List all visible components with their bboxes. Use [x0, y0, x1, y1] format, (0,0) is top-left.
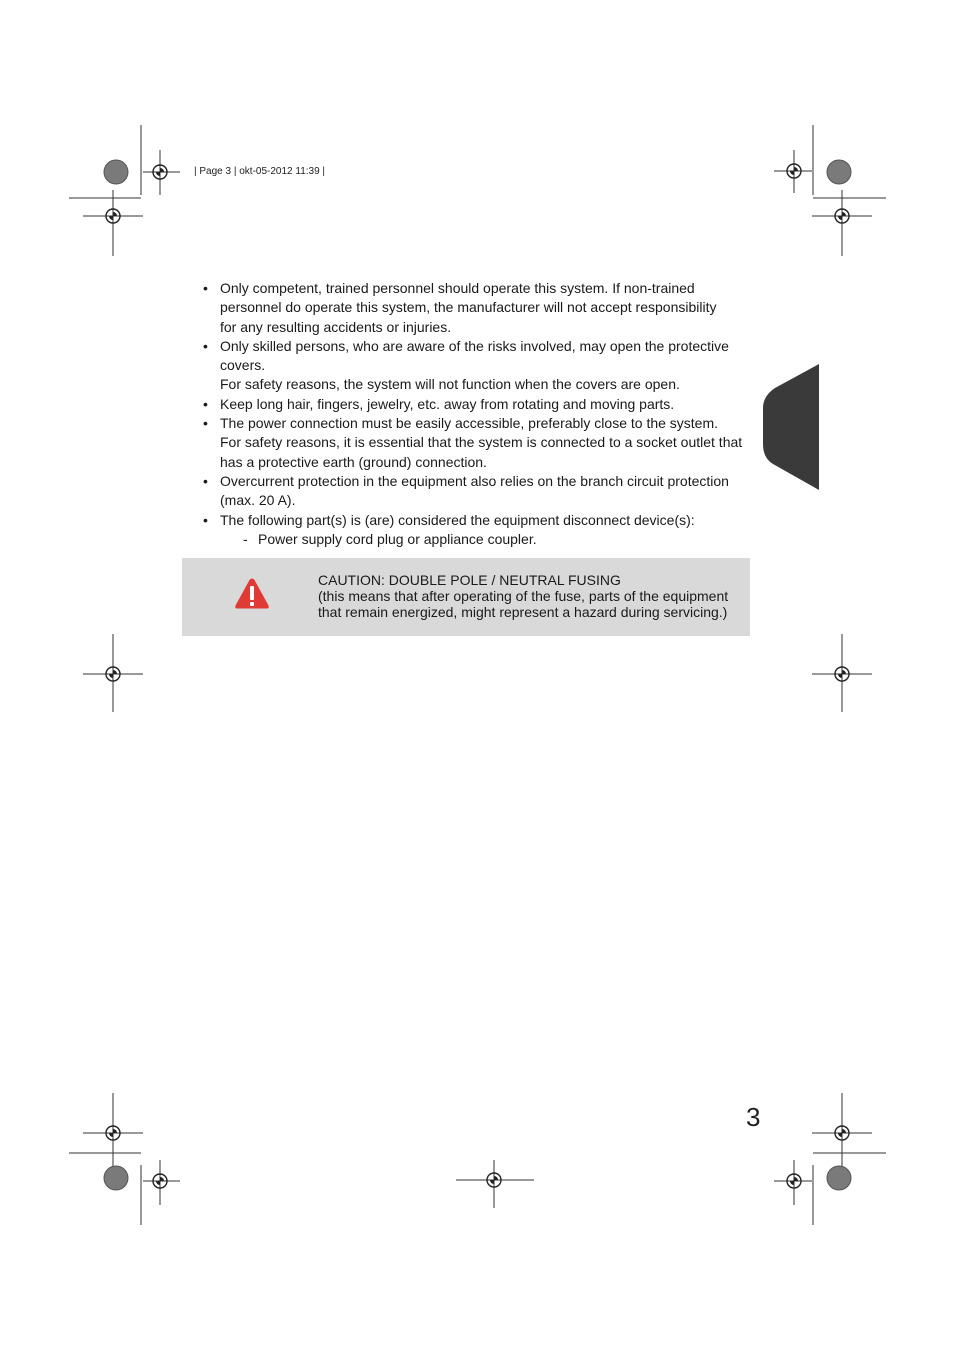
bullet-marker: •: [203, 280, 208, 296]
print-info-header: | Page 3 | okt-05-2012 11:39 |: [194, 166, 326, 177]
bullet-text-line: For safety reasons, it is essential that the system is connected to a socket outlet that: [220, 434, 743, 451]
bullet-text-line: personnel do operate this system, the manufacturer will not accept responsibility: [220, 299, 717, 316]
caution-line: that remain energized, might represent a hazard during servicing.): [318, 604, 728, 620]
sub-bullet-marker: -: [243, 530, 248, 547]
caution-title: CAUTION: DOUBLE POLE / NEUTRAL FUSING: [318, 572, 621, 588]
bullet-text-line: Only skilled persons, who are aware of the risks involved, may open the protective: [220, 337, 729, 354]
safety-bullet-list: [203, 279, 763, 549]
bullet-text-line: The following part(s) is (are) considered the equipment disconnect device(s):: [220, 511, 695, 528]
bullet-text-line: (max. 20 A).: [220, 492, 296, 509]
list-item: [203, 414, 763, 472]
bullet-marker: •: [203, 472, 208, 489]
caution-text: [318, 572, 728, 620]
list-item: [203, 395, 763, 414]
bullet-text-line: For safety reasons, the system will not function when the covers are open.: [220, 376, 680, 393]
bullet-marker: •: [203, 415, 208, 432]
list-item: [203, 511, 763, 530]
bullet-text-line: Only competent, trained personnel should operate this system. If non-trained: [220, 280, 695, 296]
bullet-text-line: The power connection must be easily accessible, preferably close to the system.: [220, 415, 719, 432]
bullet-marker: •: [203, 511, 208, 528]
bullet-text-line: Keep long hair, fingers, jewelry, etc. away from rotating and moving parts.: [220, 395, 675, 412]
safety-instructions: [203, 279, 763, 549]
bullet-text-line: has a protective earth (ground) connection.: [220, 453, 487, 470]
caution-line: (this means that after operating of the fuse, parts of the equipment: [318, 588, 729, 604]
sub-list-item: [203, 530, 763, 549]
list-item: [203, 472, 763, 511]
list-item: [203, 279, 763, 337]
bullet-text-line: covers.: [220, 357, 266, 374]
list-item: [203, 337, 763, 395]
section-tab: [763, 364, 819, 490]
sub-bullet-text: Power supply cord plug or appliance coupler.: [258, 530, 537, 547]
bullet-text-line: Overcurrent protection in the equipment also relies on the branch circuit protection: [220, 472, 729, 489]
page-number: 3: [746, 1102, 761, 1132]
bullet-text-line: for any resulting accidents or injuries.: [220, 318, 452, 335]
warning-triangle-icon: [234, 577, 270, 610]
bullet-marker: •: [203, 395, 208, 412]
section-tab-shape-icon: [763, 364, 819, 490]
bullet-marker: •: [203, 337, 208, 354]
